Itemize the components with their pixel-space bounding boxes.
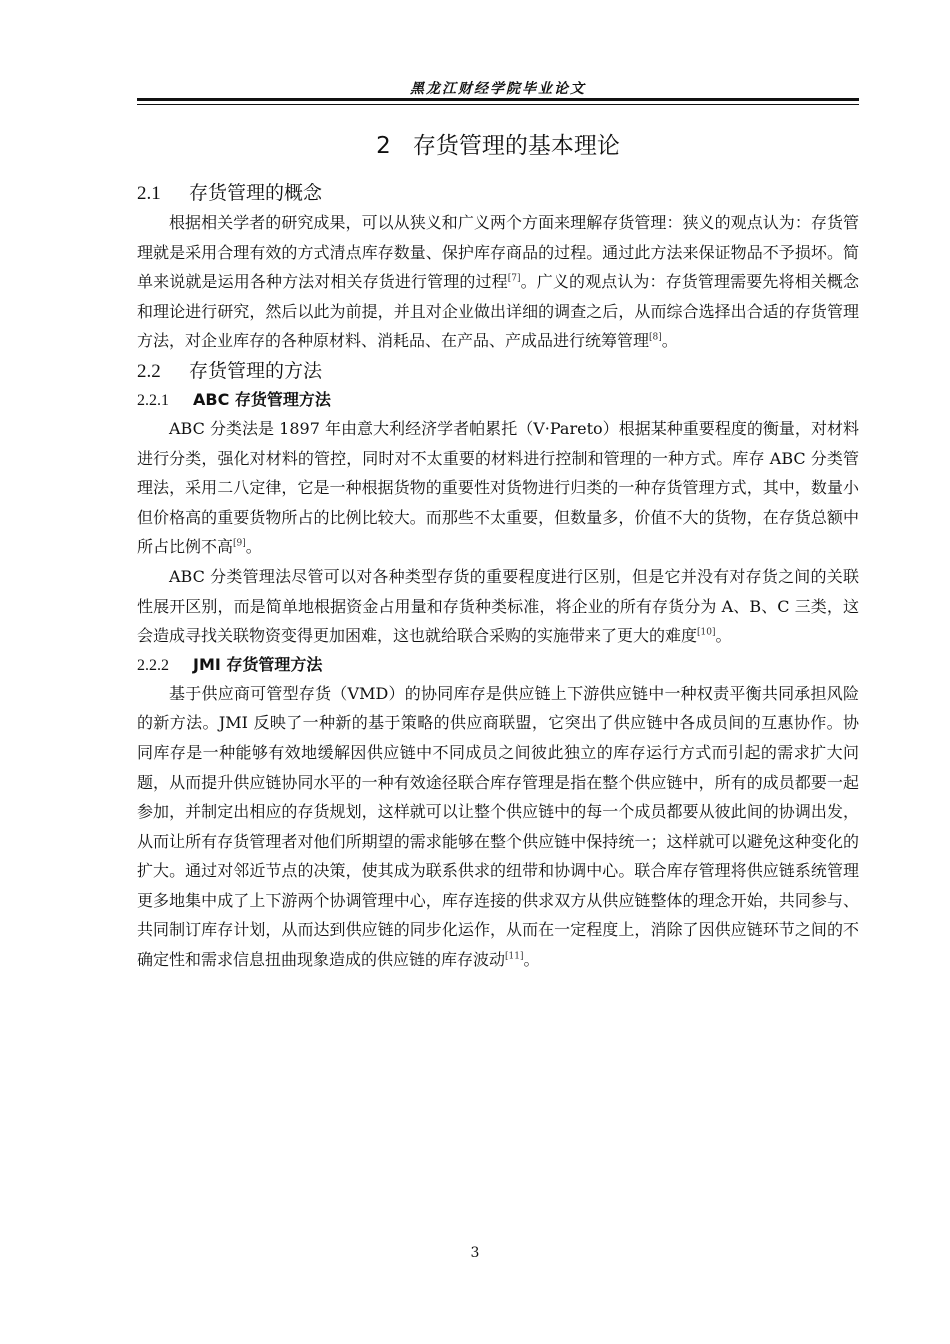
paragraph-text: ABC 分类管理法尽管可以对各种类型存货的重要程度进行区别，但是它并没有对存货之间的关联性展开区别，而是简单地根据资金占用量和存货种类标准，将企业的所有存货分为 A、B、C 三类，这会造成寻找关联物资变得更加困难，这也就给联合采购的实施带来了更大的难度 [137,566,859,646]
running-header: 黑龙江财经学院毕业论文 [410,81,586,97]
paragraph-2-2-2-1 [137,679,859,975]
section-title: 存货管理的概念 [189,182,323,204]
subsection-number: 2.2.1 [137,391,169,409]
subsection-title: ABC 存货管理方法 [193,389,331,409]
paragraph-2-1-1 [137,208,859,356]
paragraph-text: 。 [523,950,540,970]
citation: [10] [697,627,716,638]
subsection-heading-2-2-2 [137,651,859,679]
paragraph-2-2-1-2 [137,562,859,651]
subsection-number: 2.2.2 [137,656,169,674]
paragraph-text: 根据相关学者的研究成果，可以从狭义和广义两个方面来理解存货管理：狭义的观点认为：存货管理就是采用合理有效的方式清点库存数量、保护库存商品的过程。通过此方法来保证物品不予损坏。简单来说就是运用各种方法对相关存货进行管理的过程 [137,213,859,292]
subsection-heading-2-2-1 [137,386,859,414]
section-number: 2.2 [137,360,161,382]
section-heading-2-1 [137,178,859,208]
paragraph-text: 。 [715,626,732,646]
section-heading-2-2 [137,356,859,386]
header-rule-thin [137,104,859,105]
paragraph-text: ABC 分类法是 1897 年由意大利经济学者帕累托（V·Pareto）根据某种重要程度的衡量，对材料进行分类，强化对材料的管控，同时对不太重要的材料进行控制和管理的一种方式。库存 ABC 分类管理法，采用二八定律，它是一种根据货物的重要性对货物进行归类的一种存货管理方式，其中，数量小但价格高的重要货物所占的比例比较大。而那些不太重要，但数量多，价值不大的货物，在存货总额中所占比例不高 [137,418,859,557]
citation: [9] [233,539,246,550]
chapter-title [137,128,859,164]
chapter-number: 2 [376,133,391,159]
citation: [7] [507,273,521,284]
main-content [137,128,859,975]
page-number: 3 [470,1245,480,1261]
citation: [8] [649,333,662,344]
paragraph-2-2-1-1 [137,414,859,562]
header-rule-thick [137,98,859,101]
section-title: 存货管理的方法 [189,359,323,382]
subsection-title: JMI 存货管理方法 [193,654,323,674]
paragraph-text: 基于供应商可管型存货（VMD）的协同库存是供应链上下游供应链中一种权责平衡共同承担风险的新方法。JMI 反映了一种新的基于策略的供应商联盟，它突出了供应链中各成员间的互惠协作。协同库存是一种能够有效地缓解因供应链中不同成员之间彼此独立的库存运行方式而引起的需求扩大问题，从而提升供应链协同水平的一种有效途径联合库存管理是指在整个供应链中，所有的成员都要一起参加，并制定出相应的存货规划，这样就可以让整个供应链中的每一个成员都要从彼此间的协调出发，从而让所有存货管理者对他们所期望的需求能够在整个供应链中保持统一；这样就可以避免这种变化的扩大。通过对邻近节点的决策，使其成为联系供求的纽带和协调中心。联合库存管理将供应链系统管理更多地集中成了上下游两个协调管理中心，库存连接的供求双方从供应链整体的理念开始，共同参与、共同制订库存计划，从而达到供应链的同步化运作，从而在一定程度上，消除了因供应链环节之间的不确定性和需求信息扭曲现象造成的供应链的库存波动 [137,683,859,970]
paragraph-text: 。 [661,331,678,351]
paragraph-text: 。 [245,537,262,557]
section-number: 2.1 [137,183,161,204]
citation: [11] [505,951,524,962]
paragraph-text: 。广义的观点认为：存货管理需要先将相关概念和理论进行研究，然后以此为前提，并且对企业做出详细的调查之后，从而综合选择出合适的存货管理方法，对企业库存的各种原材料、消耗品、在产品、产成品进行统筹管理 [137,272,859,351]
chapter-title-text: 存货管理的基本理论 [412,133,620,159]
